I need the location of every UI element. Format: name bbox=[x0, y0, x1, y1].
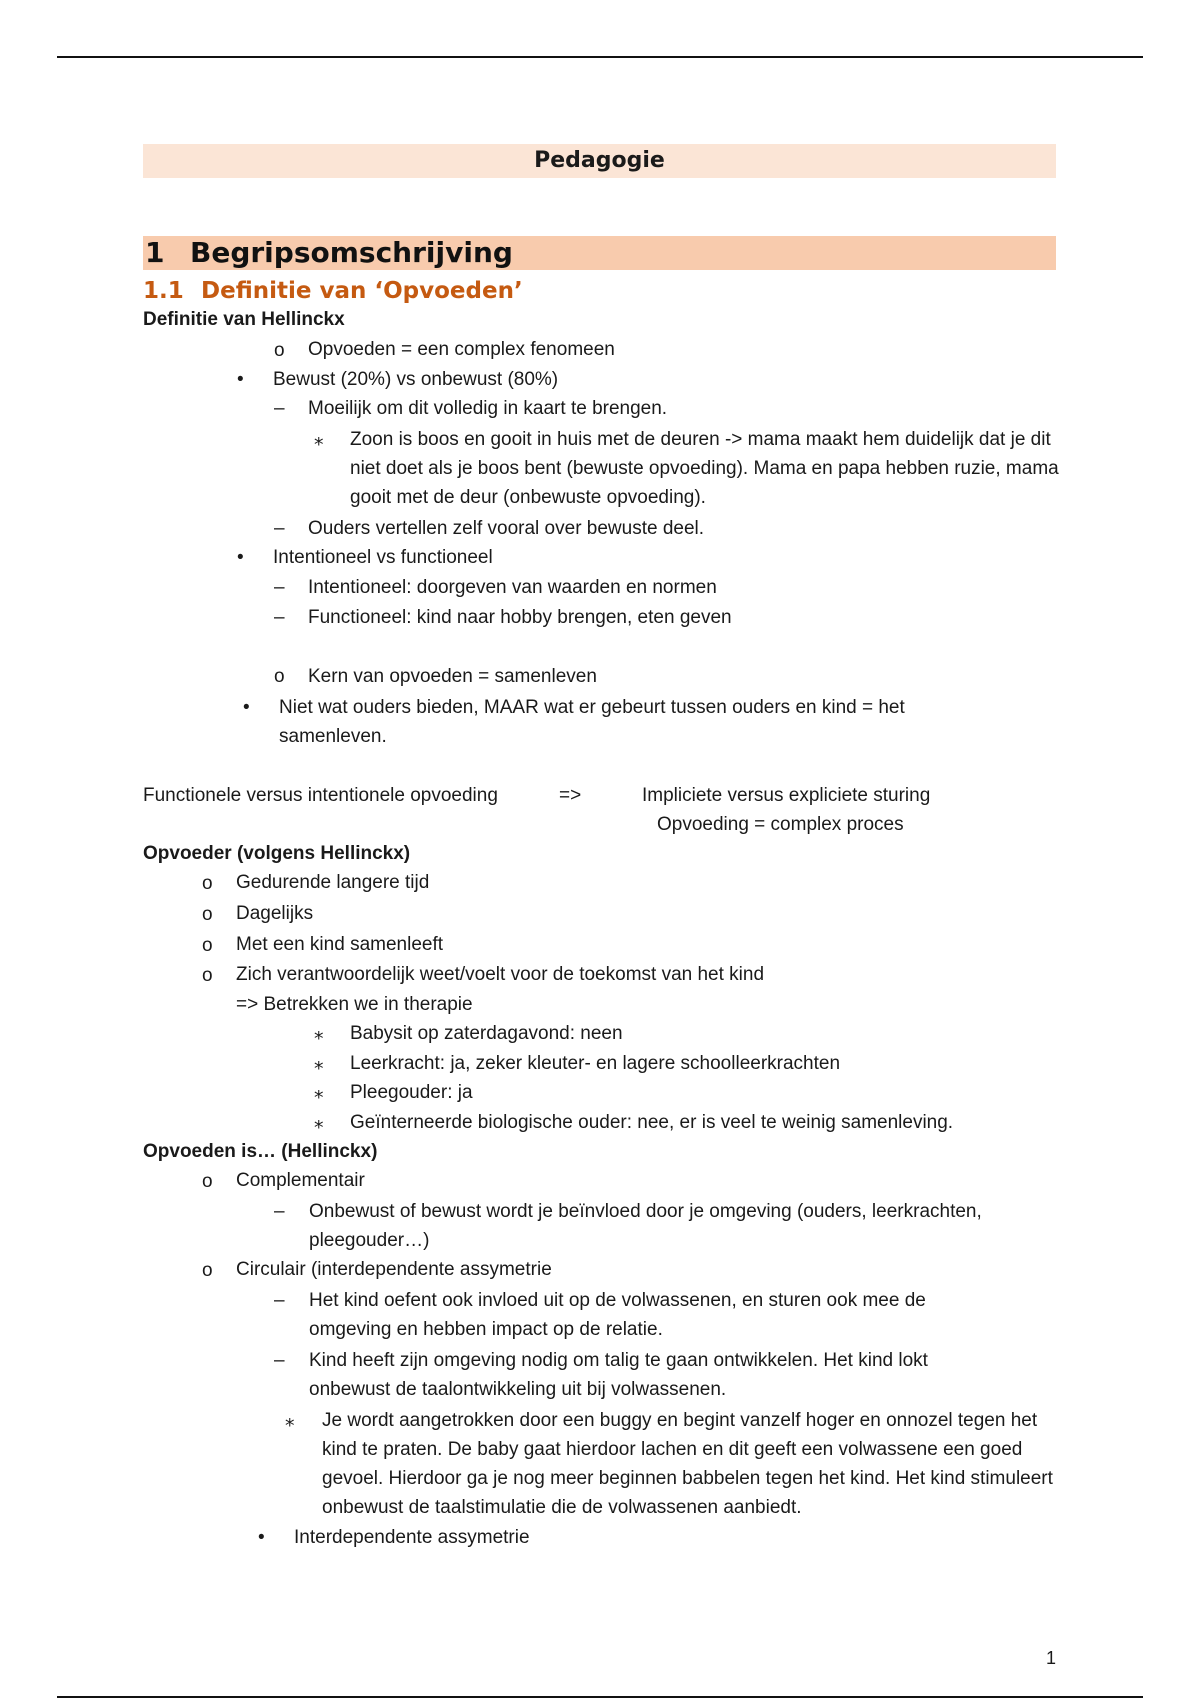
dot-bullet-icon: • bbox=[243, 697, 250, 718]
dash-bullet-icon: – bbox=[274, 1201, 285, 1222]
list-item: Pleegouder: ja bbox=[350, 1082, 473, 1103]
list-item: Ouders vertellen zelf vooral over bewuste deel. bbox=[308, 518, 705, 539]
comparison-arrow: => bbox=[559, 785, 582, 806]
comparison-left: Functionele versus intentionele opvoeding bbox=[143, 785, 498, 806]
circle-bullet-icon: o bbox=[202, 935, 213, 956]
therapy-note: => Betrekken we in therapie bbox=[236, 994, 473, 1015]
list-item: Onbewust of bewust wordt je beïnvloed door je omgeving (ouders, leerkrachten, pleegouder…) bbox=[309, 1201, 982, 1251]
list-item: Bewust (20%) vs onbewust (80%) bbox=[273, 369, 559, 390]
section-label-opvoeden-is: Opvoeden is… (Hellinckx) bbox=[143, 1141, 378, 1162]
list-item: Babysit op zaterdagavond: neen bbox=[350, 1023, 623, 1044]
list-item: Circulair (interdependente assymetrie bbox=[236, 1259, 552, 1280]
list-item: Geïnterneerde biologische ouder: nee, er is veel te weinig samenleving. bbox=[350, 1112, 954, 1133]
list-item: Functioneel: kind naar hobby brengen, eten geven bbox=[308, 607, 732, 628]
heading-1 bbox=[143, 236, 1056, 270]
list-item: Gedurende langere tijd bbox=[236, 872, 430, 893]
list-item: Het kind oefent ook invloed uit op de volwassenen, en sturen ook mee de omgeving en hebben impact op de relatie. bbox=[309, 1290, 926, 1340]
list-item: Niet wat ouders bieden, MAAR wat er gebeurt tussen ouders en kind = het samenleven. bbox=[279, 697, 905, 747]
star-bullet-icon: ⁎ bbox=[314, 429, 324, 450]
heading-2-text: Definitie van ‘Opvoeden’ bbox=[201, 278, 523, 304]
circle-bullet-icon: o bbox=[274, 340, 285, 361]
list-item: Moeilijk om dit volledig in kaart te brengen. bbox=[308, 398, 668, 419]
dot-bullet-icon: • bbox=[237, 369, 244, 390]
heading-2 bbox=[143, 276, 523, 306]
circle-bullet-icon: o bbox=[202, 904, 213, 925]
dash-bullet-icon: – bbox=[274, 1350, 285, 1371]
section-label-definitie: Definitie van Hellinckx bbox=[143, 309, 345, 330]
comparison-right-sub: Opvoeding = complex proces bbox=[657, 814, 904, 835]
star-bullet-icon: ⁎ bbox=[314, 1082, 324, 1103]
heading-2-number: 1.1 bbox=[143, 278, 184, 304]
list-item: Leerkracht: ja, zeker kleuter- en lagere schoolleerkrachten bbox=[350, 1053, 841, 1074]
comparison-right: Impliciete versus expliciete sturing bbox=[642, 785, 931, 806]
list-item: Complementair bbox=[236, 1170, 365, 1191]
dash-bullet-icon: – bbox=[274, 398, 285, 419]
circle-bullet-icon: o bbox=[202, 1171, 213, 1192]
star-bullet-icon: ⁎ bbox=[314, 1112, 324, 1133]
list-item: Met een kind samenleeft bbox=[236, 934, 444, 955]
circle-bullet-icon: o bbox=[202, 873, 213, 894]
list-item: Dagelijks bbox=[236, 903, 314, 924]
list-item: Intentioneel vs functioneel bbox=[273, 547, 493, 568]
list-item: Zoon is boos en gooit in huis met de deuren -> mama maakt hem duidelijk dat je dit niet doet als je boos bent (bewuste opvoeding). Mama en papa hebben ruzie, mama gooit met de deur (onbewuste opvoeding). bbox=[350, 429, 1059, 508]
list-item: Kern van opvoeden = samenleven bbox=[308, 666, 597, 687]
circle-bullet-icon: o bbox=[202, 1260, 213, 1281]
star-bullet-icon: ⁎ bbox=[314, 1023, 324, 1044]
dash-bullet-icon: – bbox=[274, 518, 285, 539]
dash-bullet-icon: – bbox=[274, 607, 285, 628]
dot-bullet-icon: • bbox=[258, 1527, 265, 1548]
list-item: Kind heeft zijn omgeving nodig om talig te gaan ontwikkelen. Het kind lokt onbewust de taalontwikkeling uit bij volwassenen. bbox=[309, 1350, 928, 1400]
dash-bullet-icon: – bbox=[274, 1290, 285, 1311]
dash-bullet-icon: – bbox=[274, 577, 285, 598]
list-item: Opvoeden = een complex fenomeen bbox=[308, 339, 615, 360]
list-item: Interdependente assymetrie bbox=[294, 1527, 530, 1548]
heading-1-text: Begripsomschrijving bbox=[190, 236, 513, 269]
section-label-opvoeder: Opvoeder (volgens Hellinckx) bbox=[143, 843, 411, 864]
page-number: 1 bbox=[1046, 1648, 1057, 1668]
list-item: Intentioneel: doorgeven van waarden en normen bbox=[308, 577, 717, 598]
circle-bullet-icon: o bbox=[202, 965, 213, 986]
star-bullet-icon: ⁎ bbox=[314, 1053, 324, 1074]
document-title: Pedagogie bbox=[143, 144, 1056, 178]
header-rule bbox=[57, 56, 1143, 58]
list-item: Je wordt aangetrokken door een buggy en begint vanzelf hoger en onnozel tegen het kind te praten. De baby gaat hierdoor lachen en dit geeft een volwassene een goed gevoel. Hierdoor ga je nog meer beginnen babbelen tegen het kind. Het kind stimuleert onbewust de taalstimulatie die de volwassenen aanbiedt. bbox=[322, 1410, 1053, 1518]
footer-rule bbox=[57, 1696, 1143, 1698]
list-item: Zich verantwoordelijk weet/voelt voor de toekomst van het kind bbox=[236, 964, 765, 985]
circle-bullet-icon: o bbox=[274, 666, 285, 687]
star-bullet-icon: ⁎ bbox=[285, 1410, 295, 1431]
dot-bullet-icon: • bbox=[237, 547, 244, 568]
heading-1-number: 1 bbox=[145, 236, 165, 269]
